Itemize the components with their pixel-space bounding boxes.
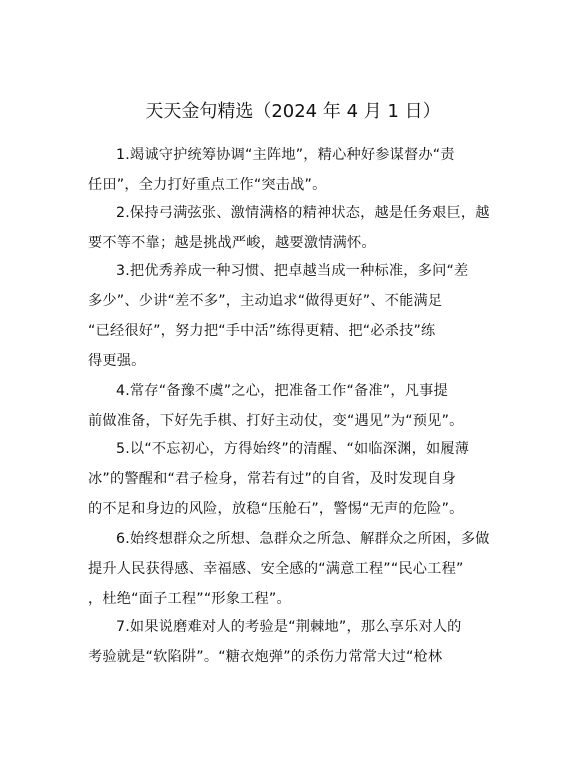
paragraph-4	[88, 376, 512, 436]
paragraph-line: ，杜绝“面子工程”“形象工程”。	[88, 591, 291, 607]
paragraph-line: 得更强。	[88, 353, 146, 369]
paragraph-line: 6.始终想群众之所想、急群众之所急、解群众之所困，多做	[116, 531, 490, 547]
paragraph-line: 任田”，全力打好重点工作“突击战”。	[88, 177, 327, 193]
document-title: 天天金句精选（2024 年 4 月 1 日）	[145, 101, 441, 122]
paragraph-line: 5.以“不忘初心，方得始终”的清醒、“如临深渊，如履薄	[116, 441, 470, 457]
paragraph-line: 考验就是“软陷阱”。“糖衣炮弹”的杀伤力常常大过“枪林	[88, 649, 443, 665]
paragraph-line: 冰”的警醒和“君子检身，常若有过”的自省，及时发现自身	[88, 471, 456, 487]
paragraph-line: 7.如果说磨难对人的考验是“荆棘地”，那么享乐对人的	[116, 619, 462, 635]
paragraph-line: “已经很好”，努力把“手中活”练得更精、把“必杀技”练	[88, 323, 436, 339]
paragraph-6	[88, 524, 512, 614]
paragraph-7	[88, 612, 512, 672]
paragraph-line: 3.把优秀养成一种习惯、把卓越当成一种标准，多问“差	[116, 263, 469, 279]
paragraph-line: 多少”、少讲“差不多”，主动追求“做得更好”、不能满足	[88, 293, 443, 309]
paragraph-3	[88, 256, 512, 376]
paragraph-5	[88, 434, 512, 524]
paragraph-line: 要不等不靠；越是挑战严峻，越要激情满怀。	[88, 235, 376, 251]
paragraph-line: 前做准备，下好先手棋、打好主动仗，变“遇见”为“预见”。	[88, 413, 464, 429]
paragraph-line: 的不足和身边的风险，放稳“压舱石”，警惕“无声的危险”。	[88, 501, 464, 517]
paragraph-line: 2.保持弓满弦张、激情满格的精神状态，越是任务艰巨，越	[116, 205, 490, 221]
paragraph-1	[88, 140, 512, 200]
paragraph-line: 1.竭诚守护统筹协调“主阵地”，精心种好参谋督办“责	[116, 147, 455, 163]
paragraph-line: 4.常存“备豫不虞”之心，把准备工作“备准”，凡事提	[116, 383, 448, 399]
paragraph-line: 提升人民获得感、幸福感、安全感的“满意工程”“民心工程”	[88, 561, 464, 577]
paragraph-2	[88, 198, 512, 258]
